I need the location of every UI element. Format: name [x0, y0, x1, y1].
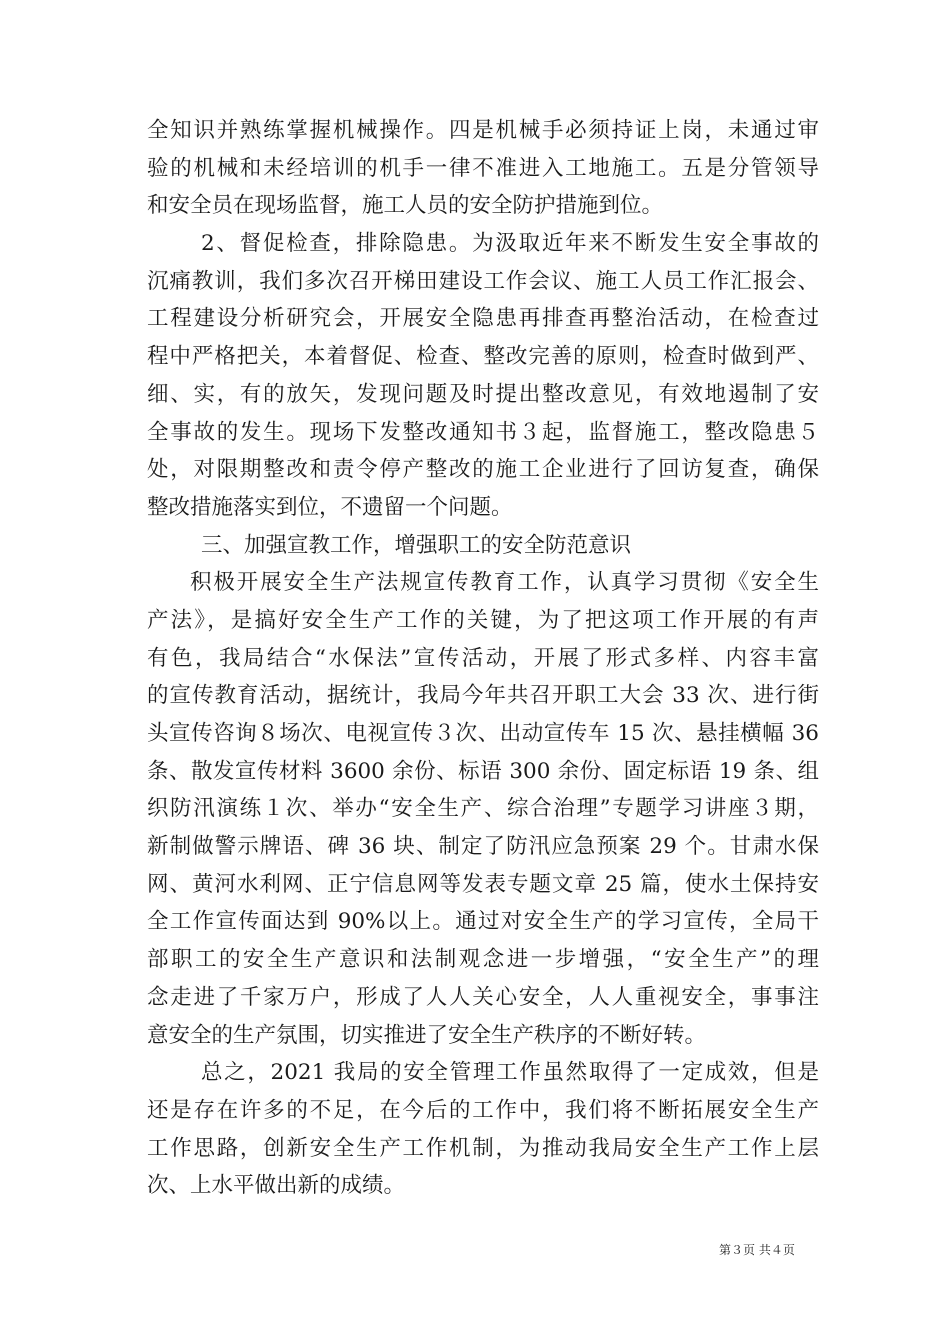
text-line: 意安全的生产氛围，切实推进了安全生产秩序的不断好转。 [147, 1022, 707, 1048]
text-line: 全工作宣传面达到 90%以上。通过对安全生产的学习宣传，全局干 [147, 909, 819, 935]
text-line: 念走进了千家万户，形成了人人关心安全，人人重视安全，事事注 [147, 984, 819, 1010]
text-line: 工作思路，创新安全生产工作机制，为推动我局安全生产工作上层 [147, 1135, 819, 1161]
text-line: 头宣传咨询８场次、电视宣传３次、出动宣传车 15 次、悬挂横幅 36 [147, 721, 819, 746]
text-line: 条、散发宣传材料 3600 余份、标语 300 余份、固定标语 19 条、组 [147, 758, 819, 784]
text-line: 次、上水平做出新的成绩。 [147, 1173, 406, 1199]
text-line: 产法》，是搞好安全生产工作的关键，为了把这项工作开展的有声 [147, 607, 819, 633]
text-line: 新制做警示牌语、碑 36 块、制定了防汛应急预案 29 个。甘肃水保 [147, 834, 819, 860]
text-line: 整改措施落实到位，不遗留一个问题。 [147, 494, 513, 520]
text-line: 网、黄河水利网、正宁信息网等发表专题文章 25 篇，使水土保持安 [147, 871, 819, 897]
text-line: 和安全员在现场监督，施工人员的安全防护措施到位。 [147, 193, 664, 219]
page-number: 第３页 共４页 [719, 1243, 795, 1257]
text-line: 处，对限期整改和责令停产整改的施工企业进行了回访复查，确保 [147, 457, 819, 483]
paragraph-first-line: 2、督促检查，排除隐患。为汲取近年来不断发生安全事故的 [201, 231, 819, 257]
section-heading: 三、加强宣教工作，增强职工的安全防范意识 [201, 532, 632, 558]
paragraph-first-line: 总之，2021 我局的安全管理工作虽然取得了一定成效，但是 [201, 1060, 819, 1086]
text-line: 部职工的安全生产意识和法制观念进一步增强，“安全生产”的理 [147, 947, 819, 973]
text-line: 工程建设分析研究会，开展安全隐患再排查再整治活动，在检查过 [147, 306, 819, 332]
text-line: 全事故的发生。现场下发整改通知书３起，监督施工，整改隐患５ [147, 419, 819, 445]
text-line: 有色，我局结合“水保法”宣传活动，开展了形式多样、内容丰富 [147, 645, 819, 671]
text-line: 程中严格把关，本着督促、检查、整改完善的原则，检查时做到严、 [147, 344, 819, 370]
text-line: 验的机械和未经培训的机手一律不准进入工地施工。五是分管领导 [147, 155, 819, 181]
text-line: 细、实，有的放矢，发现问题及时提出整改意见，有效地遏制了安 [147, 381, 819, 407]
document-body [147, 112, 819, 1205]
text-line: 沉痛教训，我们多次召开梯田建设工作会议、施工人员工作汇报会、 [147, 268, 819, 294]
text-line: 的宣传教育活动，据统计，我局今年共召开职工大会 33 次、进行街 [147, 683, 819, 709]
text-line: 全知识并熟练掌握机械操作。四是机械手必须持证上岗，未通过审 [147, 118, 819, 143]
text-line: 织防汛演练１次、举办“安全生产、综合治理”专题学习讲座３期， [147, 796, 819, 822]
text-line: 还是存在许多的不足，在今后的工作中，我们将不断拓展安全生产 [147, 1097, 819, 1123]
paragraph-first-line: 积极开展安全生产法规宣传教育工作，认真学习贯彻《安全生 [190, 570, 819, 596]
